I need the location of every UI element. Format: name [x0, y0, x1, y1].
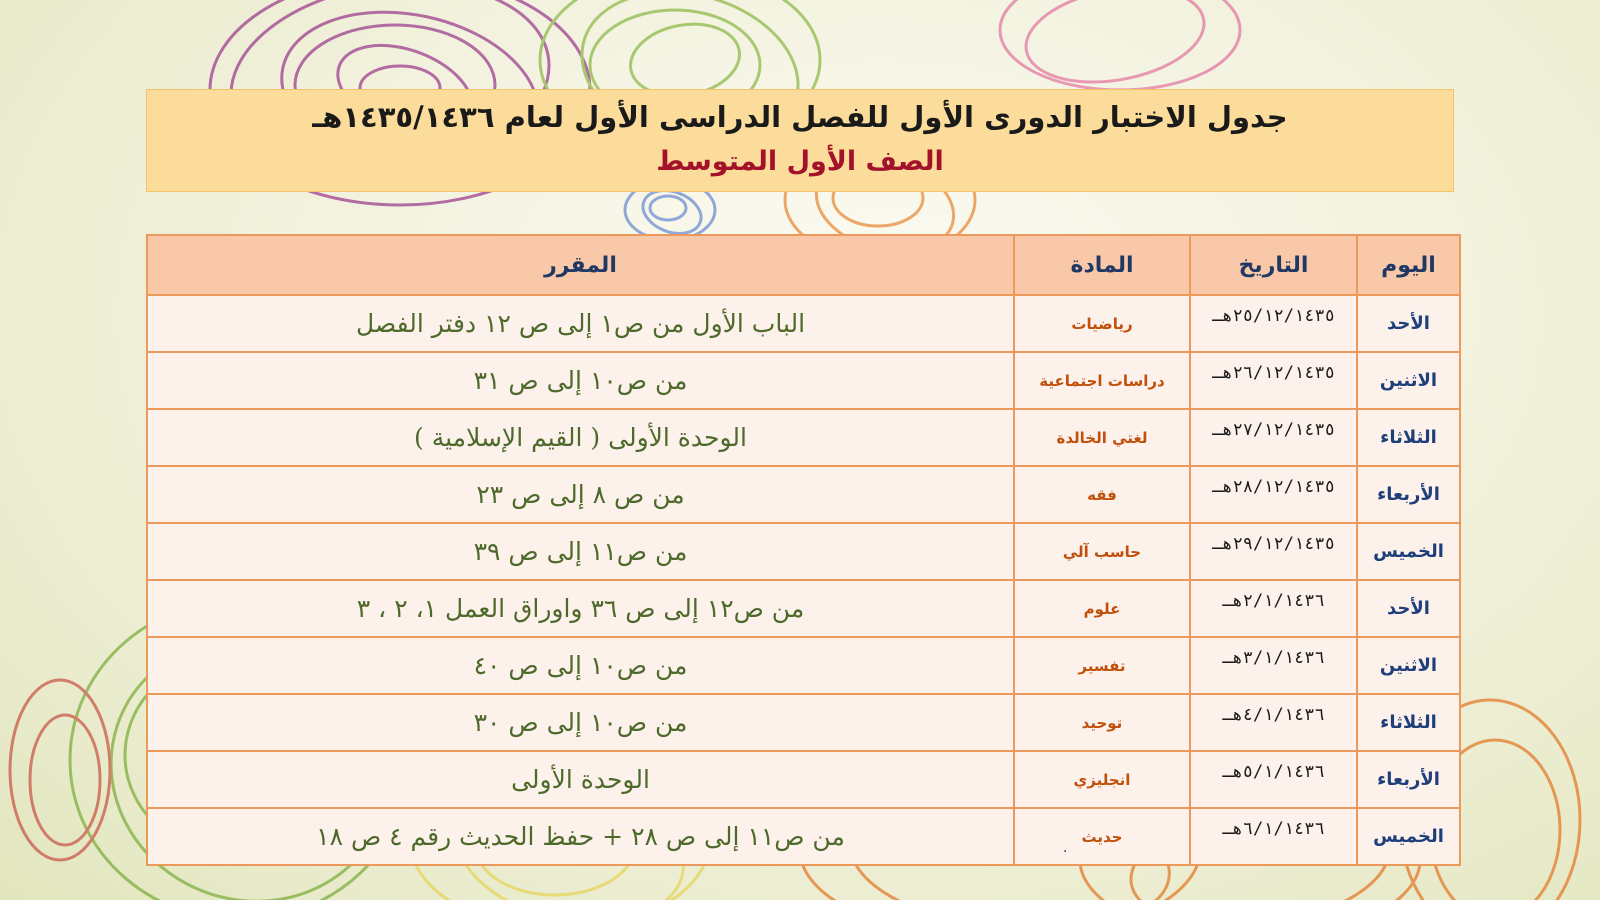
- header-date: التاريخ: [1190, 235, 1357, 295]
- cell-day: الخميس: [1357, 523, 1460, 580]
- date-text: ٣/١/١٤٣٦هـ: [1222, 648, 1325, 668]
- table-header-row: [147, 235, 1460, 295]
- cell-date: [1190, 295, 1357, 352]
- header-content: المقرر: [147, 235, 1014, 295]
- cell-day: الثلاثاء: [1357, 409, 1460, 466]
- table-row: [147, 295, 1460, 352]
- date-text: ٥/١/١٤٣٦هـ: [1222, 762, 1325, 782]
- cell-content: من ص١٢ إلى ص ٣٦ واوراق العمل ١، ٢ ، ٣: [147, 580, 1014, 637]
- table-row: [147, 580, 1460, 637]
- footer-mark: .: [1063, 840, 1068, 856]
- page-title: جدول الاختبار الدورى الأول للفصل الدراسى الأول لعام ١٤٣٥/١٤٣٦هـ: [312, 100, 1288, 134]
- red-scribble: [10, 680, 110, 860]
- table-row: [147, 409, 1460, 466]
- table-row: [147, 808, 1460, 865]
- cell-content: من ص١٠ إلى ص ٣٠: [147, 694, 1014, 751]
- page-subtitle: الصف الأول المتوسط: [656, 146, 944, 177]
- cell-content: من ص١٠ إلى ص ٣١: [147, 352, 1014, 409]
- cell-day: الأربعاء: [1357, 466, 1460, 523]
- cell-subject: توحيد: [1014, 694, 1190, 751]
- cell-day: الاثنين: [1357, 352, 1460, 409]
- date-text: ٦/١/١٤٣٦هـ: [1222, 819, 1325, 839]
- cell-day: الأحد: [1357, 580, 1460, 637]
- table-row: [147, 694, 1460, 751]
- exam-schedule-table: [146, 234, 1461, 866]
- cell-date: [1190, 808, 1357, 865]
- cell-day: الاثنين: [1357, 637, 1460, 694]
- cell-subject: فقه: [1014, 466, 1190, 523]
- cell-content: الباب الأول من ص١ إلى ص ١٢ دفتر الفصل: [147, 295, 1014, 352]
- cell-day: الثلاثاء: [1357, 694, 1460, 751]
- table-row: [147, 637, 1460, 694]
- cell-date: [1190, 466, 1357, 523]
- cell-subject: حديث: [1014, 808, 1190, 865]
- cell-date: [1190, 751, 1357, 808]
- cell-subject: تفسير: [1014, 637, 1190, 694]
- table-row: [147, 352, 1460, 409]
- cell-content: من ص١٠ إلى ص ٤٠: [147, 637, 1014, 694]
- cell-day: الأربعاء: [1357, 751, 1460, 808]
- pink-scribble: [1000, 0, 1240, 95]
- cell-day: الخميس: [1357, 808, 1460, 865]
- cell-subject: رياضيات: [1014, 295, 1190, 352]
- date-text: ٢٧/١٢/١٤٣٥هـ: [1212, 420, 1335, 440]
- cell-content: من ص١١ إلى ص ٣٩: [147, 523, 1014, 580]
- header-subject: المادة: [1014, 235, 1190, 295]
- cell-date: [1190, 637, 1357, 694]
- table-row: [147, 466, 1460, 523]
- header-day: اليوم: [1357, 235, 1460, 295]
- cell-content: الوحدة الأولى ( القيم الإسلامية ): [147, 409, 1014, 466]
- cell-day: الأحد: [1357, 295, 1460, 352]
- cell-subject: دراسات اجتماعية: [1014, 352, 1190, 409]
- cell-date: [1190, 352, 1357, 409]
- date-text: ٢٩/١٢/١٤٣٥هـ: [1212, 534, 1335, 554]
- cell-subject: انجليزي: [1014, 751, 1190, 808]
- cell-date: [1190, 523, 1357, 580]
- cell-date: [1190, 694, 1357, 751]
- table-row: [147, 751, 1460, 808]
- table-row: [147, 523, 1460, 580]
- cell-subject: حاسب آلي: [1014, 523, 1190, 580]
- cell-content: من ص١١ إلى ص ٢٨ + حفظ الحديث رقم ٤ ص ١٨: [147, 808, 1014, 865]
- cell-date: [1190, 580, 1357, 637]
- title-banner: [146, 89, 1454, 192]
- date-text: ٢٥/١٢/١٤٣٥هـ: [1212, 306, 1335, 326]
- date-text: ٢/١/١٤٣٦هـ: [1222, 591, 1325, 611]
- cell-content: الوحدة الأولى: [147, 751, 1014, 808]
- cell-subject: علوم: [1014, 580, 1190, 637]
- date-text: ٢٨/١٢/١٤٣٥هـ: [1212, 477, 1335, 497]
- cell-date: [1190, 409, 1357, 466]
- cell-subject: لغتي الخالدة: [1014, 409, 1190, 466]
- cell-content: من ص ٨ إلى ص ٢٣: [147, 466, 1014, 523]
- date-text: ٢٦/١٢/١٤٣٥هـ: [1212, 363, 1335, 383]
- date-text: ٤/١/١٤٣٦هـ: [1222, 705, 1325, 725]
